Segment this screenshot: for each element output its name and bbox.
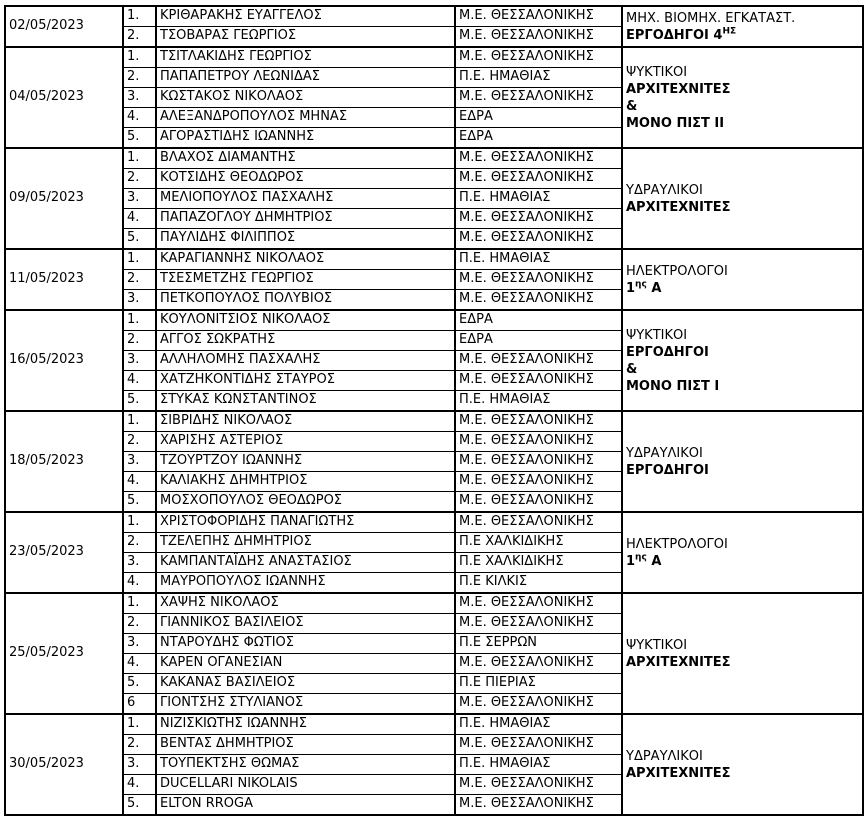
date-cell: 23/05/2023 xyxy=(5,512,123,593)
row-number-cell: 4. xyxy=(123,209,156,229)
category-line: ΜΟΝΟ ΠΙΣΤ I xyxy=(626,378,720,394)
location-cell: Μ.Ε. ΘΕΣΣΑΛΟΝΙΚΗΣ xyxy=(455,148,622,169)
location-cell: Μ.Ε. ΘΕΣΣΑΛΟΝΙΚΗΣ xyxy=(455,512,622,533)
name-cell: ΧΑΤΖΗΚΟΝΤΙΔΗΣ ΣΤΑΥΡΟΣ xyxy=(156,371,455,391)
location-cell: Π.Ε ΣΕΡΡΩΝ xyxy=(455,634,622,654)
location-cell: Μ.Ε. ΘΕΣΣΑΛΟΝΙΚΗΣ xyxy=(455,47,622,68)
name-cell: ΓΙΑΝΝΙΚΟΣ ΒΑΣΙΛΕΙΟΣ xyxy=(156,614,455,634)
location-cell: Μ.Ε. ΘΕΣΣΑΛΟΝΙΚΗΣ xyxy=(455,209,622,229)
location-cell: Π.Ε. ΗΜΑΘΙΑΣ xyxy=(455,714,622,735)
category-line: ΜΟΝΟ ΠΙΣΤ II xyxy=(626,115,725,131)
category-cell xyxy=(622,148,863,249)
row-number-cell: 2. xyxy=(123,432,156,452)
category-cell xyxy=(622,714,863,815)
category-line: ΑΡΧΙΤΕΧΝΙΤΕΣ xyxy=(626,81,731,97)
row-number-cell: 1. xyxy=(123,148,156,169)
category-line: ΑΡΧΙΤΕΧΝΙΤΕΣ xyxy=(626,765,731,781)
row-number-cell: 1. xyxy=(123,310,156,331)
location-cell: Μ.Ε. ΘΕΣΣΑΛΟΝΙΚΗΣ xyxy=(455,452,622,472)
location-cell: Μ.Ε. ΘΕΣΣΑΛΟΝΙΚΗΣ xyxy=(455,351,622,371)
category-line: ΨΥΚΤΙΚΟΙ xyxy=(626,64,688,80)
row-number-cell: 2. xyxy=(123,614,156,634)
row-number-cell: 2. xyxy=(123,331,156,351)
location-cell: Π.Ε. ΗΜΑΘΙΑΣ xyxy=(455,189,622,209)
name-cell: DUCELLARI NIKOLAIS xyxy=(156,775,455,795)
location-cell: Μ.Ε. ΘΕΣΣΑΛΟΝΙΚΗΣ xyxy=(455,432,622,452)
date-cell: 11/05/2023 xyxy=(5,249,123,310)
row-number-cell: 6 xyxy=(123,694,156,715)
location-cell: Μ.Ε. ΘΕΣΣΑΛΟΝΙΚΗΣ xyxy=(455,411,622,432)
name-cell: ΣΙΒΡΙΔΗΣ ΝΙΚΟΛΑΟΣ xyxy=(156,411,455,432)
location-cell: Μ.Ε. ΘΕΣΣΑΛΟΝΙΚΗΣ xyxy=(455,654,622,674)
name-cell: ΝΤΑΡΟΥΔΗΣ ΦΩΤΙΟΣ xyxy=(156,634,455,654)
row-number-cell: 2. xyxy=(123,270,156,290)
category-line: ΜΗΧ. ΒΙΟΜΗΧ. ΕΓΚΑΤΑΣΤ. xyxy=(626,10,796,26)
category-line: ΨΥΚΤΙΚΟΙ xyxy=(626,637,688,653)
table-row xyxy=(5,148,863,169)
name-cell: ΜΕΛΙΟΠΟΥΛΟΣ ΠΑΣΧΑΛΗΣ xyxy=(156,189,455,209)
location-cell: Μ.Ε. ΘΕΣΣΑΛΟΝΙΚΗΣ xyxy=(455,169,622,189)
location-cell: Π.Ε. ΗΜΑΘΙΑΣ xyxy=(455,68,622,88)
row-number-cell: 3. xyxy=(123,755,156,775)
location-cell: Π.Ε. ΗΜΑΘΙΑΣ xyxy=(455,249,622,270)
name-cell: ΤΣΕΣΜΕΤΖΗΣ ΓΕΩΡΓΙΟΣ xyxy=(156,270,455,290)
category-line: $1^{\eta\varsigma}$ Α xyxy=(626,279,662,296)
table-row xyxy=(5,6,863,27)
name-cell: ΤΖΟΥΡΤΖΟΥ ΙΩΑΝΝΗΣ xyxy=(156,452,455,472)
date-cell: 02/05/2023 xyxy=(5,6,123,47)
category-line: ΥΔΡΑΥΛΙΚΟΙ xyxy=(626,748,703,764)
name-cell: ΑΓΓΟΣ ΣΩΚΡΑΤΗΣ xyxy=(156,331,455,351)
superscript-text: ης xyxy=(635,552,647,563)
location-cell: Π.Ε ΠΙΕΡΙΑΣ xyxy=(455,674,622,694)
table-row xyxy=(5,47,863,68)
name-cell: ΚΟΤΣΙΔΗΣ ΘΕΟΔΩΡΟΣ xyxy=(156,169,455,189)
category-line: ΗΛΕΚΤΡΟΛΟΓΟΙ xyxy=(626,536,728,552)
location-cell: Μ.Ε. ΘΕΣΣΑΛΟΝΙΚΗΣ xyxy=(455,270,622,290)
location-cell: Μ.Ε. ΘΕΣΣΑΛΟΝΙΚΗΣ xyxy=(455,593,622,614)
superscript-text: ΗΣ xyxy=(722,26,737,37)
exam-schedule-table xyxy=(4,5,864,816)
table-row xyxy=(5,310,863,331)
name-cell: ELTON RROGA xyxy=(156,795,455,816)
location-cell: Μ.Ε. ΘΕΣΣΑΛΟΝΙΚΗΣ xyxy=(455,492,622,513)
location-cell: ΕΔΡΑ xyxy=(455,128,622,149)
name-cell: ΚΑΚΑΝΑΣ ΒΑΣΙΛΕΙΟΣ xyxy=(156,674,455,694)
category-line: ΕΡΓΟΔΗΓΟΙ $4^{H\Sigma}$ xyxy=(626,26,737,43)
row-number-cell: 4. xyxy=(123,371,156,391)
name-cell: ΝΙΖΙΣΚΙΩΤΗΣ ΙΩΑΝΝΗΣ xyxy=(156,714,455,735)
table-row xyxy=(5,249,863,270)
row-number-cell: 3. xyxy=(123,553,156,573)
table-body xyxy=(5,6,863,815)
name-cell: ΠΑΥΛΙΔΗΣ ΦΙΛΙΠΠΟΣ xyxy=(156,229,455,250)
row-number-cell: 5. xyxy=(123,674,156,694)
name-cell: ΓΙΟΝΤΣΗΣ ΣΤΥΛΙΑΝΟΣ xyxy=(156,694,455,715)
name-cell: ΒΕΝΤΑΣ ΔΗΜΗΤΡΙΟΣ xyxy=(156,735,455,755)
location-cell: Μ.Ε. ΘΕΣΣΑΛΟΝΙΚΗΣ xyxy=(455,775,622,795)
row-number-cell: 4. xyxy=(123,654,156,674)
row-number-cell: 1. xyxy=(123,512,156,533)
name-cell: ΚΩΣΤΑΚΟΣ ΝΙΚΟΛΑΟΣ xyxy=(156,88,455,108)
name-cell: ΚΑΡΕΝ ΟΓΑΝΕΣΙΑΝ xyxy=(156,654,455,674)
location-cell: Π.Ε ΧΑΛΚΙΔΙΚΗΣ xyxy=(455,553,622,573)
row-number-cell: 4. xyxy=(123,573,156,594)
category-line: ΥΔΡΑΥΛΙΚΟΙ xyxy=(626,182,703,198)
location-cell: Μ.Ε. ΘΕΣΣΑΛΟΝΙΚΗΣ xyxy=(455,229,622,250)
name-cell: ΣΤΥΚΑΣ ΚΩΝΣΤΑΝΤΙΝΟΣ xyxy=(156,391,455,412)
name-cell: ΑΛΕΞΑΝΔΡΟΠΟΥΛΟΣ ΜΗΝΑΣ xyxy=(156,108,455,128)
category-line: $1^{\eta\varsigma}$ Α xyxy=(626,552,662,569)
table-row xyxy=(5,512,863,533)
location-cell: ΕΔΡΑ xyxy=(455,331,622,351)
row-number-cell: 1. xyxy=(123,714,156,735)
row-number-cell: 4. xyxy=(123,108,156,128)
name-cell: ΤΣΟΒΑΡΑΣ ΓΕΩΡΓΙΟΣ xyxy=(156,27,455,48)
row-number-cell: 5. xyxy=(123,229,156,250)
location-cell: Μ.Ε. ΘΕΣΣΑΛΟΝΙΚΗΣ xyxy=(455,614,622,634)
date-cell: 09/05/2023 xyxy=(5,148,123,249)
row-number-cell: 3. xyxy=(123,452,156,472)
category-cell xyxy=(622,512,863,593)
category-cell xyxy=(622,593,863,714)
location-cell: Μ.Ε. ΘΕΣΣΑΛΟΝΙΚΗΣ xyxy=(455,795,622,816)
row-number-cell: 5. xyxy=(123,492,156,513)
date-cell: 30/05/2023 xyxy=(5,714,123,815)
superscript-text: ης xyxy=(635,279,647,290)
row-number-cell: 1. xyxy=(123,411,156,432)
category-cell xyxy=(622,6,863,47)
row-number-cell: 5. xyxy=(123,128,156,149)
date-cell: 16/05/2023 xyxy=(5,310,123,411)
name-cell: ΠΑΠΑΖΟΓΛΟΥ ΔΗΜΗΤΡΙΟΣ xyxy=(156,209,455,229)
category-line: ΥΔΡΑΥΛΙΚΟΙ xyxy=(626,445,703,461)
name-cell: ΧΡΙΣΤΟΦΟΡΙΔΗΣ ΠΑΝΑΓΙΩΤΗΣ xyxy=(156,512,455,533)
name-cell: ΚΑΜΠΑΝΤΑΪΔΗΣ ΑΝΑΣΤΑΣΙΟΣ xyxy=(156,553,455,573)
row-number-cell: 3. xyxy=(123,290,156,311)
category-line: & xyxy=(626,361,638,377)
row-number-cell: 2. xyxy=(123,68,156,88)
row-number-cell: 1. xyxy=(123,6,156,27)
row-number-cell: 2. xyxy=(123,533,156,553)
location-cell: Μ.Ε. ΘΕΣΣΑΛΟΝΙΚΗΣ xyxy=(455,694,622,715)
location-cell: Μ.Ε. ΘΕΣΣΑΛΟΝΙΚΗΣ xyxy=(455,371,622,391)
row-number-cell: 1. xyxy=(123,593,156,614)
category-line: ΕΡΓΟΔΗΓΟΙ xyxy=(626,344,709,360)
name-cell: ΚΟΥΛΟΝΙΤΣΙΟΣ ΝΙΚΟΛΑΟΣ xyxy=(156,310,455,331)
location-cell: ΕΔΡΑ xyxy=(455,108,622,128)
name-cell: ΑΓΟΡΑΣΤΙΔΗΣ ΙΩΑΝΝΗΣ xyxy=(156,128,455,149)
table-row xyxy=(5,593,863,614)
name-cell: ΚΑΡΑΓΙΑΝΝΗΣ ΝΙΚΟΛΑΟΣ xyxy=(156,249,455,270)
date-cell: 25/05/2023 xyxy=(5,593,123,714)
row-number-cell: 3. xyxy=(123,634,156,654)
row-number-cell: 5. xyxy=(123,391,156,412)
name-cell: ΠΑΠΑΠΕΤΡΟΥ ΛΕΩΝΙΔΑΣ xyxy=(156,68,455,88)
table-row xyxy=(5,411,863,432)
name-cell: ΤΟΥΠΕΚΤΣΗΣ ΘΩΜΑΣ xyxy=(156,755,455,775)
category-line: ΑΡΧΙΤΕΧΝΙΤΕΣ xyxy=(626,654,731,670)
name-cell: ΧΑΡΙΣΗΣ ΑΣΤΕΡΙΟΣ xyxy=(156,432,455,452)
location-cell: Μ.Ε. ΘΕΣΣΑΛΟΝΙΚΗΣ xyxy=(455,27,622,48)
location-cell: Μ.Ε. ΘΕΣΣΑΛΟΝΙΚΗΣ xyxy=(455,290,622,311)
location-cell: Π.Ε ΚΙΛΚΙΣ xyxy=(455,573,622,594)
category-line: & xyxy=(626,98,638,114)
name-cell: ΚΡΙΘΑΡΑΚΗΣ ΕΥΑΓΓΕΛΟΣ xyxy=(156,6,455,27)
location-cell: Π.Ε ΧΑΛΚΙΔΙΚΗΣ xyxy=(455,533,622,553)
category-cell xyxy=(622,310,863,411)
name-cell: ΑΛΛΗΛΟΜΗΣ ΠΑΣΧΑΛΗΣ xyxy=(156,351,455,371)
row-number-cell: 3. xyxy=(123,88,156,108)
location-cell: ΕΔΡΑ xyxy=(455,310,622,331)
row-number-cell: 1. xyxy=(123,47,156,68)
row-number-cell: 2. xyxy=(123,735,156,755)
name-cell: ΧΑΨΗΣ ΝΙΚΟΛΑΟΣ xyxy=(156,593,455,614)
name-cell: ΤΣΙΤΛΑΚΙΔΗΣ ΓΕΩΡΓΙΟΣ xyxy=(156,47,455,68)
name-cell: ΒΛΑΧΟΣ ΔΙΑΜΑΝΤΗΣ xyxy=(156,148,455,169)
location-cell: Π.Ε. ΗΜΑΘΙΑΣ xyxy=(455,755,622,775)
category-line: ΨΥΚΤΙΚΟΙ xyxy=(626,327,688,343)
name-cell: ΜΑΥΡΟΠΟΥΛΟΣ ΙΩΑΝΝΗΣ xyxy=(156,573,455,594)
name-cell: ΚΑΛΙΑΚΗΣ ΔΗΜΗΤΡΙΟΣ xyxy=(156,472,455,492)
date-cell: 04/05/2023 xyxy=(5,47,123,148)
date-cell: 18/05/2023 xyxy=(5,411,123,512)
category-line: ΗΛΕΚΤΡΟΛΟΓΟΙ xyxy=(626,263,728,279)
row-number-cell: 2. xyxy=(123,27,156,48)
location-cell: Μ.Ε. ΘΕΣΣΑΛΟΝΙΚΗΣ xyxy=(455,6,622,27)
row-number-cell: 5. xyxy=(123,795,156,816)
location-cell: Μ.Ε. ΘΕΣΣΑΛΟΝΙΚΗΣ xyxy=(455,735,622,755)
name-cell: ΤΖΕΛΕΠΗΣ ΔΗΜΗΤΡΙΟΣ xyxy=(156,533,455,553)
category-cell xyxy=(622,47,863,148)
name-cell: ΠΕΤΚΟΠΟΥΛΟΣ ΠΟΛΥΒΙΟΣ xyxy=(156,290,455,311)
category-line: ΕΡΓΟΔΗΓΟΙ xyxy=(626,462,709,478)
table-row xyxy=(5,714,863,735)
name-cell: ΜΟΣΧΟΠΟΥΛΟΣ ΘΕΟΔΩΡΟΣ xyxy=(156,492,455,513)
category-line: ΑΡΧΙΤΕΧΝΙΤΕΣ xyxy=(626,199,731,215)
category-cell xyxy=(622,411,863,512)
row-number-cell: 3. xyxy=(123,189,156,209)
row-number-cell: 4. xyxy=(123,775,156,795)
location-cell: Π.Ε. ΗΜΑΘΙΑΣ xyxy=(455,391,622,412)
row-number-cell: 2. xyxy=(123,169,156,189)
row-number-cell: 1. xyxy=(123,249,156,270)
location-cell: Μ.Ε. ΘΕΣΣΑΛΟΝΙΚΗΣ xyxy=(455,472,622,492)
row-number-cell: 4. xyxy=(123,472,156,492)
category-cell xyxy=(622,249,863,310)
row-number-cell: 3. xyxy=(123,351,156,371)
location-cell: Μ.Ε. ΘΕΣΣΑΛΟΝΙΚΗΣ xyxy=(455,88,622,108)
